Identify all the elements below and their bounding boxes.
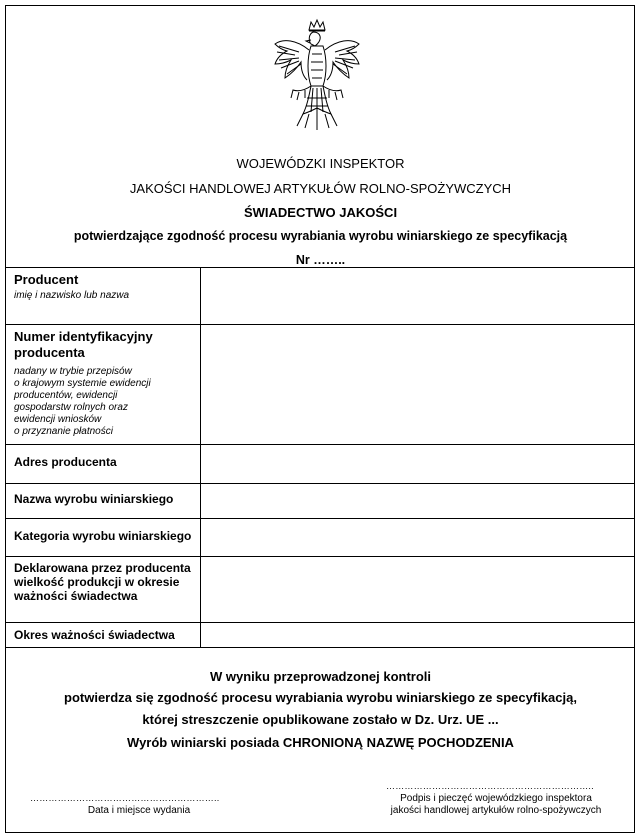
field-label: Okres ważności świadectwa xyxy=(14,628,175,642)
signature-label-line-2: jakości handlowej artykułów rolno-spożywczych xyxy=(390,805,602,816)
form-row-producer xyxy=(5,268,635,325)
field-label: Deklarowana przez producenta wielkość produkcji w okresie ważności świadectwa xyxy=(14,561,191,603)
validity-value-field[interactable] xyxy=(200,623,635,648)
conclusion-line-3: której streszczenie opublikowane zostało w Dz. Urz. UE ... xyxy=(142,712,499,727)
conclusion-line-1: W wyniku przeprowadzonej kontroli xyxy=(209,669,431,684)
field-label: Adres producenta xyxy=(14,455,117,469)
address-value-field[interactable] xyxy=(200,445,635,484)
declared-volume-value-field[interactable] xyxy=(200,557,635,623)
field-label: Nazwa wyrobu winiarskiego xyxy=(14,492,174,506)
form-row-producer-id xyxy=(5,325,635,445)
certificate-number: Nr …….. xyxy=(295,253,346,267)
inspector-title: WOJEWÓDZKI INSPEKTOR xyxy=(236,156,405,171)
date-place-label: Data i miejsce wydania xyxy=(87,805,191,816)
certificate-form-table xyxy=(5,267,635,648)
conclusion-line-2: potwierdza się zgodność procesu wyrabiania wyrobu winiarskiego ze specyfikacją, xyxy=(64,690,577,705)
inspector-subtitle: JAKOŚCI HANDLOWEJ ARTYKUŁÓW ROLNO-SPOŻYWCZYCH xyxy=(129,181,512,196)
date-place-dotted-line: …………………………………………………….. xyxy=(30,793,220,803)
certificate-subtitle: potwierdzające zgodność procesu wyrabiania wyrobu winiarskiego ze specyfikacją xyxy=(73,229,568,243)
form-row-declared-volume xyxy=(5,557,635,623)
field-label: Kategoria wyrobu winiarskiego xyxy=(14,529,192,543)
form-row-address xyxy=(5,445,635,484)
polish-eagle-emblem-icon xyxy=(269,18,365,136)
form-row-product-name xyxy=(5,484,635,519)
field-label: Producent xyxy=(14,272,79,287)
producer-id-value-field[interactable] xyxy=(200,325,635,445)
product-name-value-field[interactable] xyxy=(200,484,635,519)
category-value-field[interactable] xyxy=(200,519,635,557)
field-note: nadany w trybie przepisów o krajowym systemie ewidencji producentów, ewidencji gospodarstw rolnych oraz ewidencji wniosków o przyznanie płatności xyxy=(14,366,151,437)
conclusion-line-4: Wyrób winiarski posiada CHRONIONĄ NAZWĘ POCHODZENIA xyxy=(127,735,514,750)
form-row-category xyxy=(5,519,635,557)
field-label: Numer identyfikacyjny producenta xyxy=(14,329,153,360)
field-note: imię i nazwisko lub nazwa xyxy=(14,290,130,301)
certificate-title: ŚWIADECTWO JAKOŚCI xyxy=(243,205,398,220)
form-row-validity xyxy=(5,623,635,648)
signature-label-line-1: Podpis i pieczęć wojewódzkiego inspektora xyxy=(400,793,592,804)
producer-value-field[interactable] xyxy=(200,268,635,325)
signature-dotted-line: ………………………………………………………….. xyxy=(386,781,594,791)
